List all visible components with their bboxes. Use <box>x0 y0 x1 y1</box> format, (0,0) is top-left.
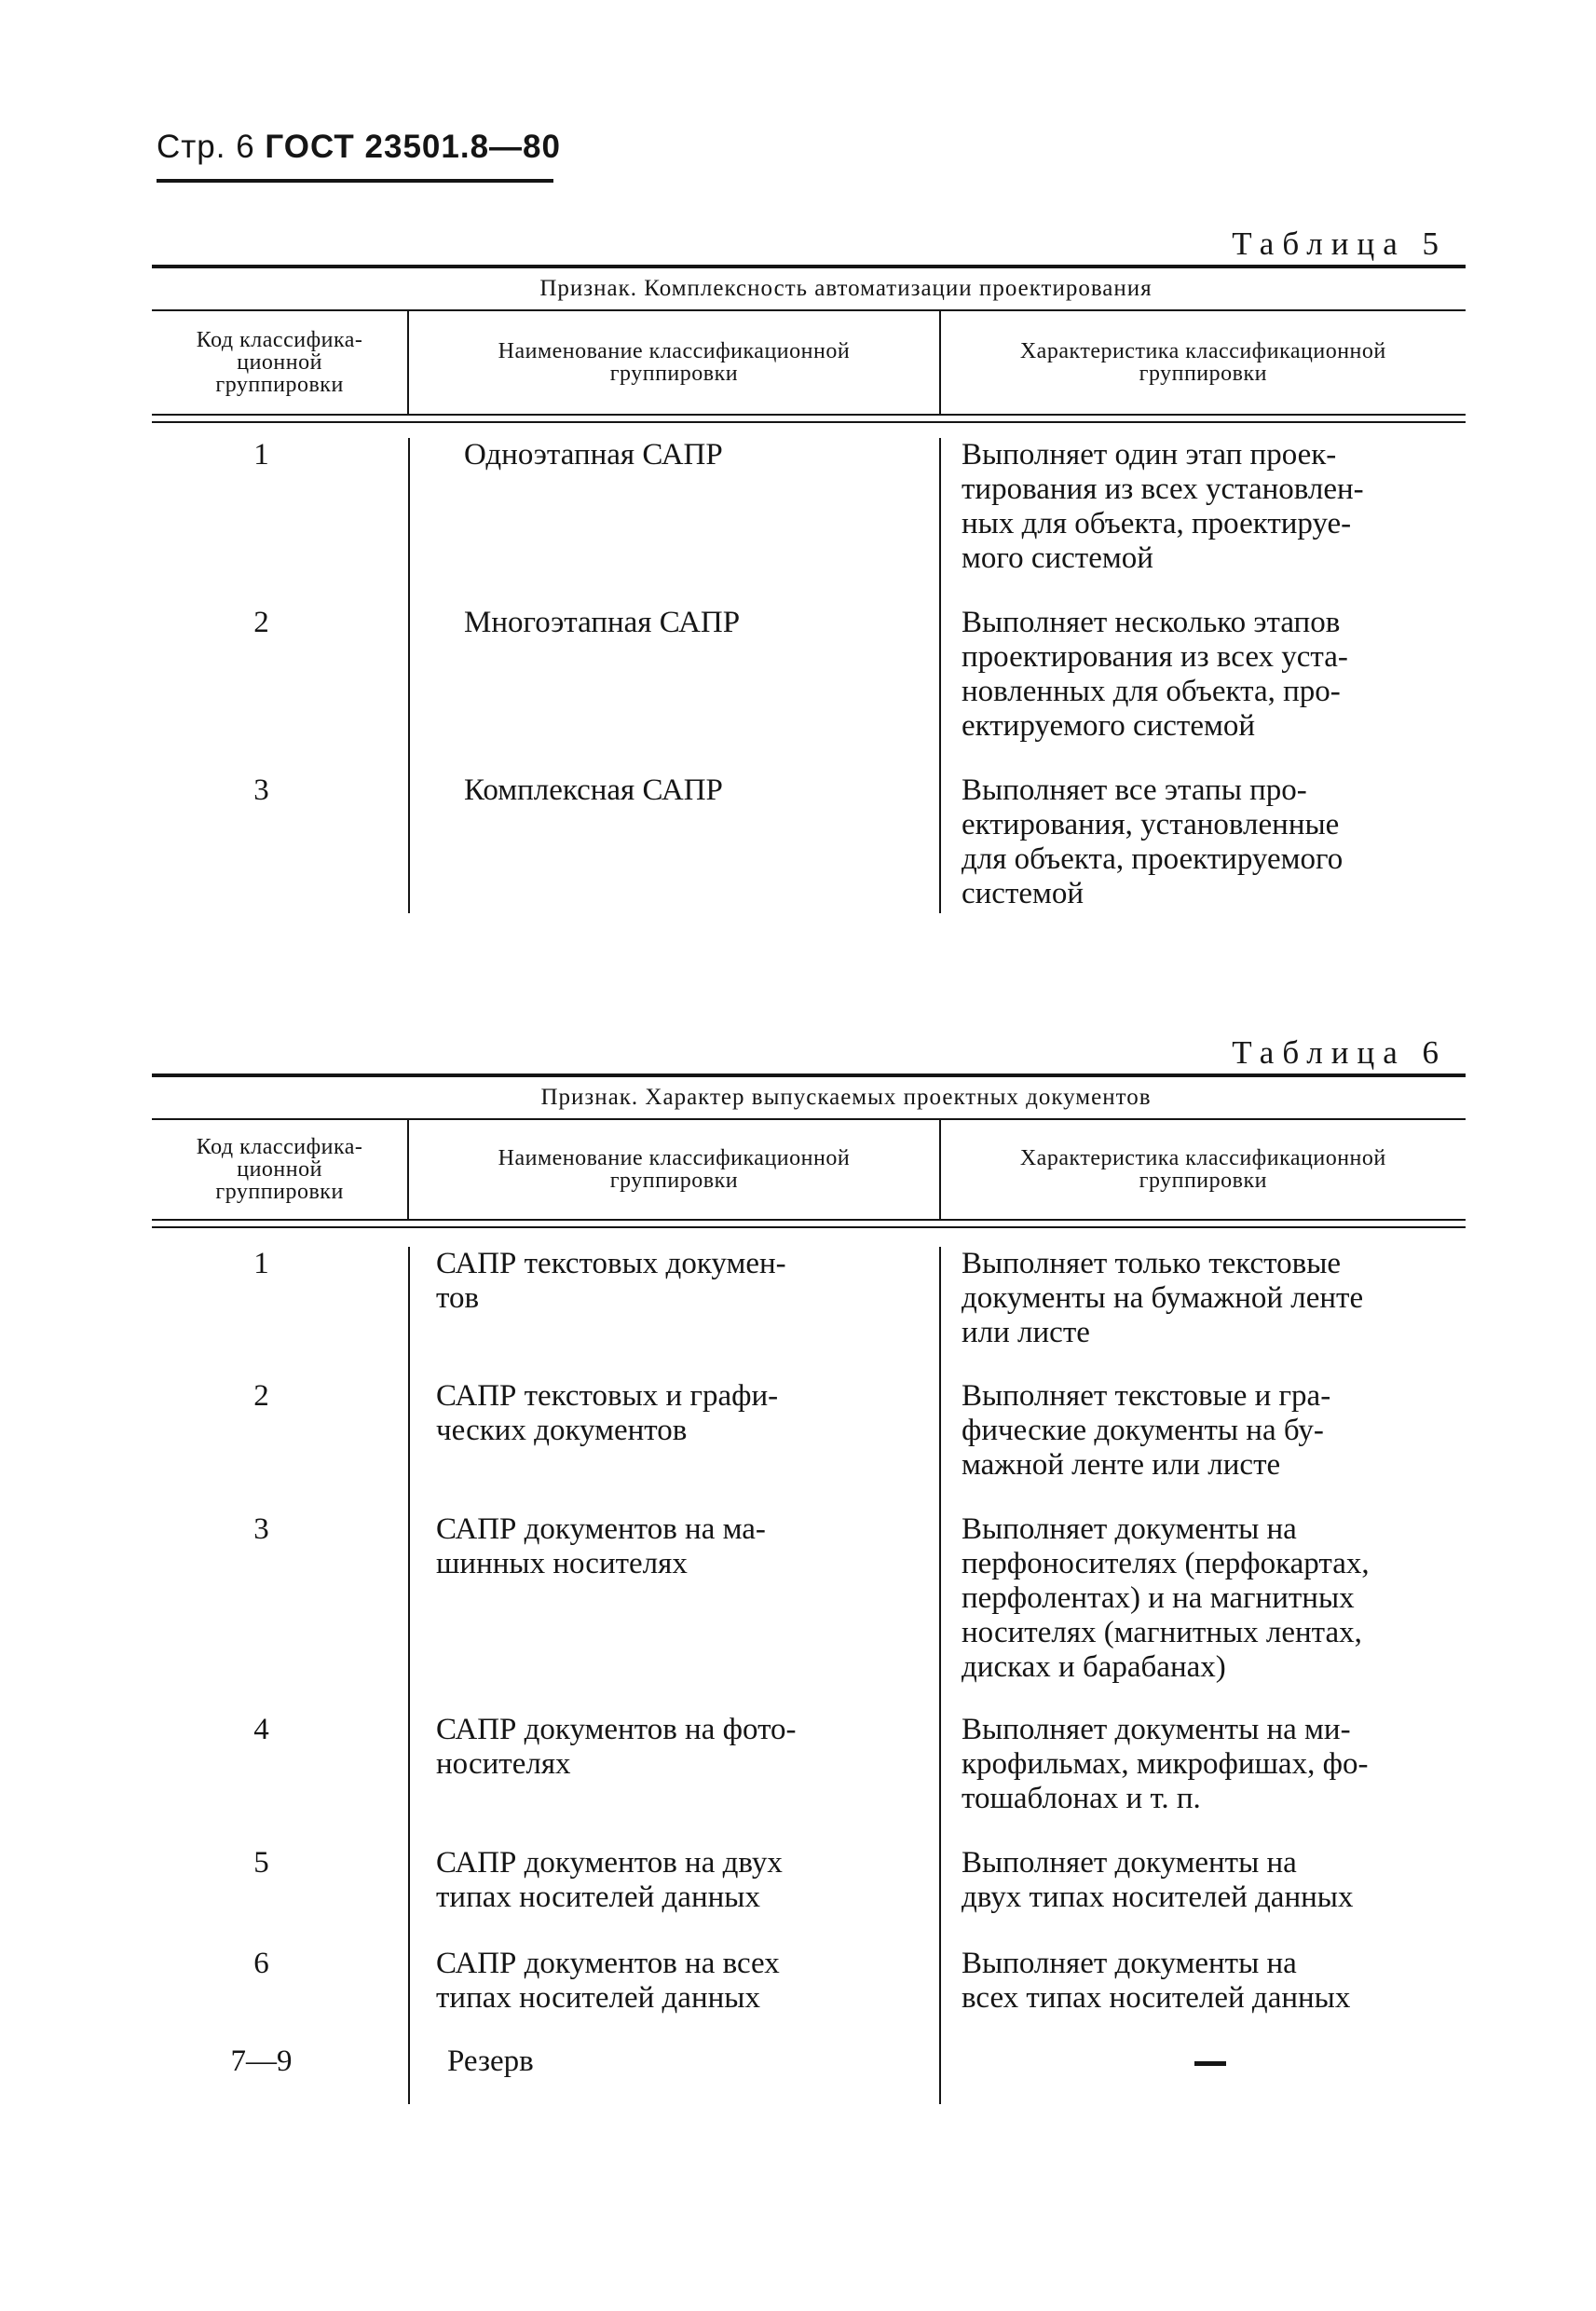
column-header-name <box>407 1120 938 1219</box>
table-row <box>152 2044 1466 2104</box>
header-rule <box>157 179 553 183</box>
header-double-rule <box>152 1219 1466 1228</box>
cell-description-empty <box>939 2044 1466 2104</box>
table-body <box>152 1228 1466 2104</box>
table-caption: Таблица 6 <box>1232 1034 1447 1071</box>
standard-number: ГОСТ 23501.8—80 <box>265 129 561 165</box>
column-header-code-text: Код классифика- ционной группировки <box>196 1135 363 1204</box>
cell-name: САПР текстовых и графи- ческих документов <box>408 1379 939 1512</box>
table-6 <box>152 1032 1466 2104</box>
cell-name: САПР документов на ма- шинных носителях <box>408 1512 939 1713</box>
cell-description: Выполняет документы на перфоносителях (перфокартах, перфолентах) и на магнитных носителях (магнитных лентах, дисках и барабанах) <box>939 1512 1466 1713</box>
column-header-code <box>152 1120 407 1219</box>
cell-name: Резерв <box>408 2044 939 2104</box>
column-header-name-text: Наименование классификационной группировки <box>498 339 851 386</box>
table-row <box>152 1228 1466 1379</box>
column-header-code <box>152 311 407 414</box>
table-header-row <box>152 1120 1466 1219</box>
cell-code: 1 <box>253 1247 269 1280</box>
table-feature: Признак. Комплексность автоматизации проектирования <box>539 276 1153 301</box>
table-row <box>152 423 1466 606</box>
table-row <box>152 1846 1466 1947</box>
cell-code: 3 <box>253 773 269 807</box>
cell-name: САПР документов на всех типах носителей данных <box>408 1947 939 2044</box>
header-double-rule <box>152 414 1466 423</box>
cell-name: Многоэтапная САПР <box>408 606 939 773</box>
page-number: Стр. 6 <box>157 129 255 165</box>
column-header-code-text: Код классифика- ционной группировки <box>196 328 363 397</box>
cell-code: 6 <box>253 1947 269 1980</box>
cell-name: САПР текстовых докумен- тов <box>408 1247 939 1379</box>
cell-name: САПР документов на двух типах носителей данных <box>408 1846 939 1947</box>
cell-description: Выполняет текстовые и гра- фические документы на бу- мажной ленте или листе <box>939 1379 1466 1512</box>
cell-description: Выполняет документы на двух типах носителей данных <box>939 1846 1466 1947</box>
cell-description: Выполняет документы на ми- крофильмах, микрофишах, фо- тошаблонах и т. п. <box>939 1713 1466 1846</box>
cell-name: САПР документов на фото- носителях <box>408 1713 939 1846</box>
table-body <box>152 423 1466 913</box>
cell-code: 5 <box>253 1846 269 1880</box>
column-header-description-text: Характеристика классификационной группировки <box>1019 1146 1386 1193</box>
column-header-description <box>939 1120 1466 1219</box>
cell-name: Комплексная САПР <box>408 773 939 913</box>
cell-description: Выполняет один этап проек- тирования из всех установлен- ных для объекта, проектируе- мого системой <box>939 438 1466 606</box>
cell-code: 2 <box>253 1379 269 1413</box>
cell-code: 7—9 <box>230 2044 293 2078</box>
table-row <box>152 1379 1466 1512</box>
page-header <box>157 129 561 166</box>
cell-name: Одноэтапная САПР <box>408 438 939 606</box>
cell-description: Выполняет все этапы про- ектирования, установленные для объекта, проектируемого системой <box>939 773 1466 913</box>
cell-code: 4 <box>253 1713 269 1746</box>
table-header-row <box>152 311 1466 414</box>
table-row <box>152 773 1466 913</box>
table-row <box>152 606 1466 773</box>
column-header-name <box>407 311 938 414</box>
column-header-name-text: Наименование классификационной группировки <box>498 1146 851 1193</box>
table-caption: Таблица 5 <box>1232 226 1447 262</box>
column-header-description <box>939 311 1466 414</box>
cell-code: 2 <box>253 606 269 639</box>
table-5 <box>152 224 1466 913</box>
column-header-description-text: Характеристика классификационной группировки <box>1019 339 1386 386</box>
cell-description: Выполняет документы на всех типах носителей данных <box>939 1947 1466 2044</box>
table-feature: Признак. Характер выпускаемых проектных документов <box>540 1085 1152 1110</box>
table-row <box>152 1512 1466 1713</box>
cell-code: 3 <box>253 1512 269 1546</box>
dash-mark <box>1194 2061 1226 2066</box>
table-row <box>152 1713 1466 1846</box>
table-row <box>152 1947 1466 2044</box>
cell-description: Выполняет несколько этапов проектирования из всех уста- новленных для объекта, про- ектируемого системой <box>939 606 1466 773</box>
cell-description: Выполняет только текстовые документы на бумажной ленте или листе <box>939 1247 1466 1379</box>
cell-code: 1 <box>253 438 269 472</box>
